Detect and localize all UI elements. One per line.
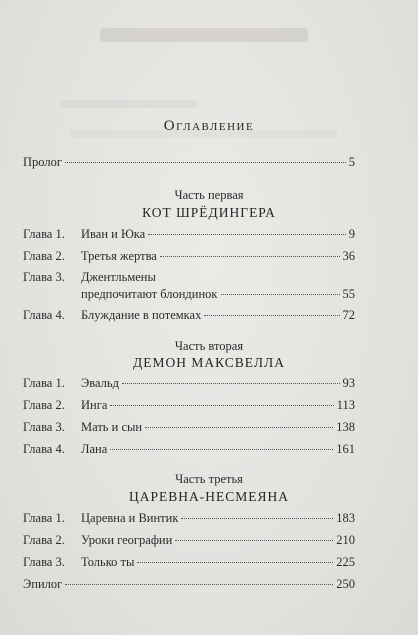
chapter-number: Глава 1. [23,376,65,390]
entry-page-number: 113 [336,398,355,412]
chapter-number: Глава 4. [23,308,65,322]
entry-page-number: 93 [342,376,355,390]
entry-title: Инга [81,398,108,412]
entry-page-number: 9 [348,227,355,241]
dot-leader [65,584,333,585]
entry-title: Лана [81,442,108,456]
entry-page-number: 225 [336,555,355,569]
entry-page-number: 36 [342,249,355,263]
toc-entry-chapter[interactable] [23,270,355,288]
dot-leader [148,234,346,235]
chapter-number: Глава 2. [23,249,65,263]
dot-leader [204,315,339,316]
dot-leader [175,540,333,541]
dot-leader [181,518,333,519]
toc-entry-chapter[interactable] [23,511,355,529]
part-title: КОТ ШРЁДИНГЕРА [142,205,276,220]
toc-entry-chapter[interactable] [23,442,355,460]
entry-page-number: 5 [348,155,355,169]
toc-entry-chapter[interactable] [23,376,355,394]
chapter-number: Глава 3. [23,270,65,284]
toc-entry-chapter-continued[interactable] [81,287,355,305]
entry-title: Эвальд [81,376,119,390]
toc-entry-chapter[interactable] [23,555,355,573]
chapter-number: Глава 2. [23,533,65,547]
toc-title: Оглавление [163,118,255,134]
chapter-number: Глава 3. [23,420,65,434]
toc-entry-chapter[interactable] [23,308,355,326]
part-label: Часть первая [174,188,244,202]
entry-title: Эпилог [23,577,63,591]
chapter-number: Глава 1. [23,227,65,241]
entry-page-number: 72 [342,308,355,322]
toc-entry-prologue[interactable] [23,155,355,173]
toc-entry-chapter[interactable] [23,398,355,416]
entry-title: Третья жертва [81,249,157,263]
entry-title: Только ты [81,555,135,569]
entry-page-number: 210 [336,533,355,547]
entry-title: Блуждание в потемках [81,308,202,322]
part-label: Часть третья [175,472,243,486]
entry-page-number: 55 [342,287,355,301]
toc-entry-chapter[interactable] [23,533,355,551]
chapter-number: Глава 3. [23,555,65,569]
part-label: Часть вторая [174,339,244,353]
dot-leader [110,405,333,406]
dot-leader [145,427,333,428]
dot-leader [221,294,340,295]
entry-title: Иван и Юка [81,227,146,241]
entry-title: Царевна и Винтик [81,511,179,525]
part-title: ДЕМОН МАКСВЕЛЛА [133,355,285,370]
chapter-number: Глава 1. [23,511,65,525]
toc-entry-chapter[interactable] [23,227,355,245]
dot-leader [110,449,333,450]
dot-leader [160,256,340,257]
entry-title: Пролог [23,155,62,169]
toc-entry-epilogue[interactable] [23,577,355,595]
entry-page-number: 138 [336,420,355,434]
toc-entry-chapter[interactable] [23,420,355,438]
entry-page-number: 183 [336,511,355,525]
entry-title: Джентльмены [81,270,156,284]
entry-title-continued: предпочитают блондинок [81,287,218,301]
toc-entry-chapter[interactable] [23,249,355,267]
entry-page-number: 161 [336,442,355,456]
chapter-number: Глава 4. [23,442,65,456]
entry-title: Мать и сын [81,420,143,434]
dot-leader [137,562,333,563]
part-title: ЦАРЕВНА-НЕСМЕЯНА [128,489,289,504]
dot-leader [65,162,346,163]
chapter-number: Глава 2. [23,398,65,412]
entry-page-number: 250 [336,577,355,591]
entry-title: Уроки географии [81,533,173,547]
dot-leader [122,383,340,384]
